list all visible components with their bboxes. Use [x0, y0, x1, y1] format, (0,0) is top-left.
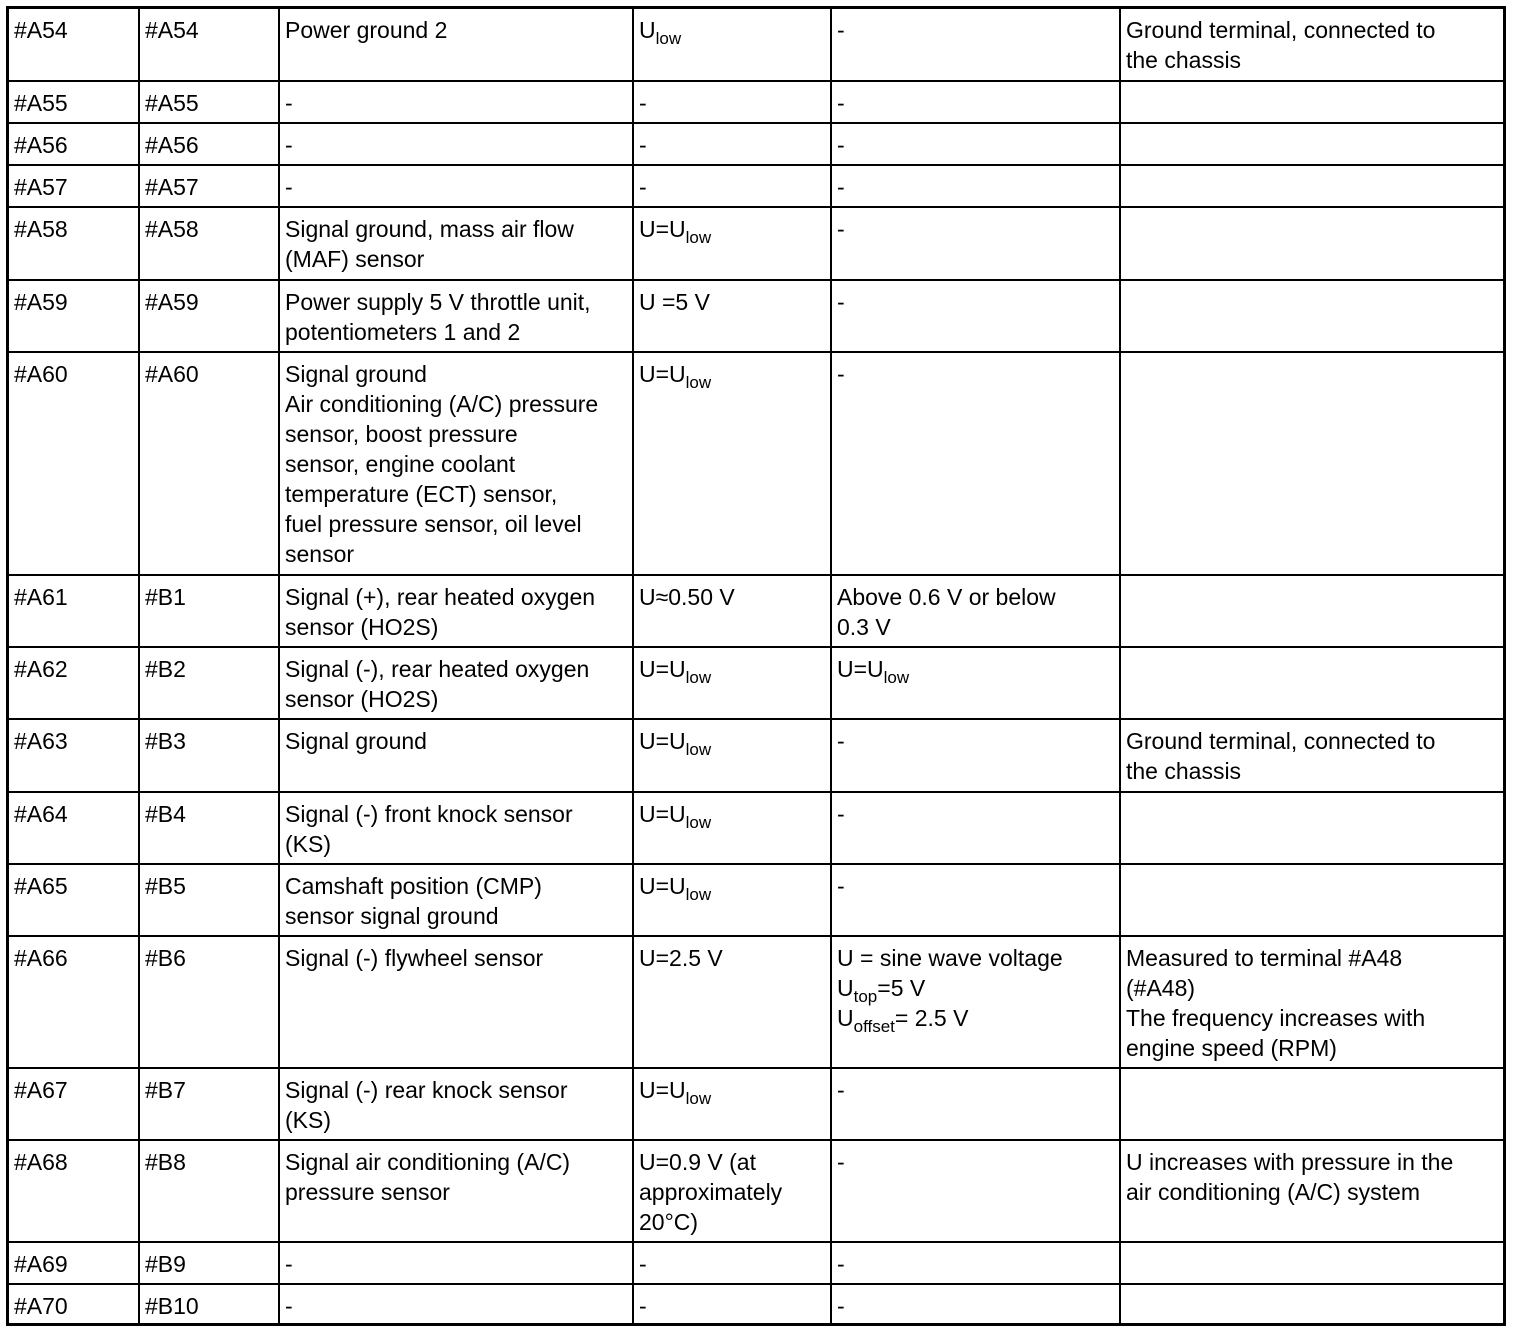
- measured-value-cell: [831, 792, 1120, 864]
- nominal-value-cell-line: [639, 871, 825, 904]
- measured-value-cell-line: [837, 214, 1114, 244]
- description-line: Signal (-) rear knock sensor: [285, 1077, 568, 1103]
- note-cell: [1120, 81, 1503, 123]
- value-text: U =5 V: [639, 289, 710, 315]
- value-text: U: [837, 1005, 854, 1031]
- nominal-value-cell-line: [639, 1147, 825, 1177]
- ecm-pin-cell: #B2: [139, 647, 279, 719]
- description-line: potentiometers 1 and 2: [285, 319, 521, 345]
- table-row: [9, 9, 1503, 81]
- measured-value-cell: [831, 1140, 1120, 1242]
- pin-table: [9, 9, 1503, 1326]
- note-cell: [1120, 207, 1503, 280]
- nominal-value-cell: [633, 1284, 831, 1326]
- measured-value-cell-line: [837, 612, 1114, 642]
- value-text: -: [837, 17, 845, 43]
- value-subscript: low: [883, 668, 910, 687]
- ecm-pin-cell: #A55: [139, 81, 279, 123]
- value-text: U = sine wave voltage: [837, 945, 1063, 971]
- note-cell: [1120, 719, 1503, 792]
- table-row: [9, 123, 1503, 165]
- ecm-pin-cell: #B5: [139, 864, 279, 936]
- table-row: [9, 1068, 1503, 1140]
- nominal-value-cell: [633, 123, 831, 165]
- description-cell: [279, 1284, 633, 1326]
- description-line: sensor, engine coolant: [285, 451, 516, 477]
- description-cell: [279, 165, 633, 207]
- nominal-value-cell: [633, 1140, 831, 1242]
- value-text: approximately: [639, 1179, 783, 1205]
- table-row: [9, 352, 1503, 575]
- nominal-value-cell: [633, 280, 831, 352]
- description-line: sensor (HO2S): [285, 686, 439, 712]
- measured-value-cell-line: [837, 172, 1114, 202]
- table-row: [9, 719, 1503, 792]
- ecm-pin-cell: #B1: [139, 575, 279, 647]
- description-line: -: [285, 132, 293, 158]
- measured-value-cell-line: [837, 15, 1114, 45]
- description-line: sensor: [285, 541, 355, 567]
- nominal-value-cell-line: [639, 1075, 825, 1108]
- description-cell: [279, 352, 633, 575]
- description-line: (MAF) sensor: [285, 246, 425, 272]
- description-cell: [279, 81, 633, 123]
- value-text: -: [837, 873, 845, 899]
- table-row: [9, 575, 1503, 647]
- nominal-value-cell-line: [639, 214, 825, 247]
- description-cell: [279, 936, 633, 1068]
- ecm-pin-cell: #B7: [139, 1068, 279, 1140]
- value-text: U=0.9 V (at: [639, 1149, 756, 1175]
- description-line: Signal ground: [285, 361, 427, 387]
- value-subscript: low: [685, 813, 712, 832]
- note-cell: [1120, 864, 1503, 936]
- measured-value-cell: [831, 719, 1120, 792]
- value-text: 0.3 V: [837, 614, 891, 640]
- description-line: Signal (+), rear heated oxygen: [285, 584, 596, 610]
- note-cell: [1120, 647, 1503, 719]
- nominal-value-cell-line: [639, 582, 825, 612]
- ecm-pin-cell: #B8: [139, 1140, 279, 1242]
- pin-number-cell: #A66: [9, 936, 139, 1068]
- note-line: Ground terminal, connected to: [1126, 17, 1436, 43]
- nominal-value-cell-line: [639, 1249, 825, 1279]
- description-cell: [279, 719, 633, 792]
- description-line: -: [285, 1251, 293, 1277]
- pin-number-cell: #A58: [9, 207, 139, 280]
- note-cell: [1120, 1068, 1503, 1140]
- note-cell: [1120, 792, 1503, 864]
- measured-value-cell: [831, 575, 1120, 647]
- description-cell: [279, 647, 633, 719]
- description-cell: [279, 864, 633, 936]
- nominal-value-cell: [633, 936, 831, 1068]
- measured-value-cell: [831, 81, 1120, 123]
- note-cell: [1120, 280, 1503, 352]
- measured-value-cell-line: [837, 1003, 1114, 1036]
- measured-value-cell: [831, 1068, 1120, 1140]
- measured-value-cell-line: [837, 582, 1114, 612]
- value-text: U=U: [639, 801, 686, 827]
- pin-table-page: [6, 6, 1506, 1326]
- ecm-pin-cell: #B9: [139, 1242, 279, 1284]
- description-cell: [279, 9, 633, 81]
- value-text: -: [837, 1293, 845, 1319]
- measured-value-cell-line: [837, 1249, 1114, 1279]
- description-line: -: [285, 90, 293, 116]
- description-cell: [279, 792, 633, 864]
- value-text: -: [639, 1293, 647, 1319]
- description-cell: [279, 575, 633, 647]
- nominal-value-cell: [633, 647, 831, 719]
- measured-value-cell: [831, 647, 1120, 719]
- table-row: [9, 792, 1503, 864]
- nominal-value-cell-line: [639, 943, 825, 973]
- description-cell: [279, 1068, 633, 1140]
- table-row: [9, 1242, 1503, 1284]
- nominal-value-cell-line: [639, 287, 825, 317]
- description-line: Signal (-) front knock sensor: [285, 801, 573, 827]
- nominal-value-cell: [633, 352, 831, 575]
- note-cell: [1120, 936, 1503, 1068]
- value-suffix: =5 V: [877, 975, 926, 1001]
- value-text: -: [837, 174, 845, 200]
- measured-value-cell-line: [837, 1291, 1114, 1321]
- measured-value-cell-line: [837, 871, 1114, 901]
- description-line: sensor (HO2S): [285, 614, 439, 640]
- value-text: U≈0.50 V: [639, 584, 735, 610]
- nominal-value-cell-line: [639, 172, 825, 202]
- table-row: [9, 165, 1503, 207]
- table-row: [9, 864, 1503, 936]
- value-text: U=U: [837, 656, 884, 682]
- note-line: the chassis: [1126, 758, 1242, 784]
- ecm-pin-cell: #A56: [139, 123, 279, 165]
- nominal-value-cell-line: [639, 799, 825, 832]
- value-text: U=U: [639, 873, 686, 899]
- value-subscript: low: [655, 29, 682, 48]
- measured-value-cell: [831, 280, 1120, 352]
- note-cell: [1120, 575, 1503, 647]
- ecm-pin-cell: #A57: [139, 165, 279, 207]
- table-row: [9, 936, 1503, 1068]
- pin-number-cell: #A63: [9, 719, 139, 792]
- description-line: Signal (-) flywheel sensor: [285, 945, 544, 971]
- nominal-value-cell: [633, 165, 831, 207]
- measured-value-cell-line: [837, 973, 1114, 1006]
- table-row: [9, 207, 1503, 280]
- description-cell: [279, 1140, 633, 1242]
- nominal-value-cell-line: [639, 1207, 825, 1237]
- value-subscript: offset: [853, 1017, 895, 1036]
- pin-number-cell: #A61: [9, 575, 139, 647]
- description-line: sensor, boost pressure: [285, 421, 518, 447]
- pin-number-cell: #A65: [9, 864, 139, 936]
- measured-value-cell: [831, 123, 1120, 165]
- table-row: [9, 647, 1503, 719]
- description-cell: [279, 207, 633, 280]
- description-line: sensor signal ground: [285, 903, 499, 929]
- pin-number-cell: #A56: [9, 123, 139, 165]
- value-subscript: low: [685, 1089, 712, 1108]
- description-cell: [279, 280, 633, 352]
- description-line: (KS): [285, 1107, 331, 1133]
- nominal-value-cell-line: [639, 654, 825, 687]
- value-text: U: [837, 975, 854, 1001]
- value-text: -: [837, 1077, 845, 1103]
- value-text: -: [837, 132, 845, 158]
- pin-number-cell: #A70: [9, 1284, 139, 1326]
- pin-table-body: [9, 9, 1503, 1326]
- measured-value-cell-line: [837, 359, 1114, 389]
- note-line: engine speed (RPM): [1126, 1035, 1337, 1061]
- nominal-value-cell-line: [639, 15, 825, 48]
- measured-value-cell-line: [837, 1147, 1114, 1177]
- measured-value-cell-line: [837, 88, 1114, 118]
- description-cell: [279, 123, 633, 165]
- nominal-value-cell-line: [639, 726, 825, 759]
- value-subscript: low: [685, 885, 712, 904]
- nominal-value-cell: [633, 81, 831, 123]
- note-line: Measured to terminal #A48: [1126, 945, 1403, 971]
- value-suffix: = 2.5 V: [894, 1005, 969, 1031]
- value-text: U=U: [639, 656, 686, 682]
- pin-number-cell: #A55: [9, 81, 139, 123]
- value-text: -: [639, 90, 647, 116]
- nominal-value-cell-line: [639, 88, 825, 118]
- value-subscript: top: [853, 987, 878, 1006]
- note-line: The frequency increases with: [1126, 1005, 1426, 1031]
- value-text: U: [639, 17, 656, 43]
- measured-value-cell-line: [837, 943, 1114, 973]
- description-line: fuel pressure sensor, oil level: [285, 511, 582, 537]
- value-text: -: [639, 132, 647, 158]
- measured-value-cell-line: [837, 130, 1114, 160]
- note-cell: [1120, 123, 1503, 165]
- note-cell: [1120, 1284, 1503, 1326]
- description-line: Signal ground, mass air flow: [285, 216, 574, 242]
- ecm-pin-cell: #A54: [139, 9, 279, 81]
- description-line: Power ground 2: [285, 17, 448, 43]
- value-text: U=U: [639, 1077, 686, 1103]
- pin-number-cell: #A68: [9, 1140, 139, 1242]
- nominal-value-cell: [633, 1242, 831, 1284]
- note-cell: [1120, 1140, 1503, 1242]
- table-row: [9, 81, 1503, 123]
- pin-number-cell: #A57: [9, 165, 139, 207]
- ecm-pin-cell: #A58: [139, 207, 279, 280]
- measured-value-cell: [831, 936, 1120, 1068]
- measured-value-cell-line: [837, 1075, 1114, 1105]
- value-subscript: low: [685, 740, 712, 759]
- ecm-pin-cell: #B4: [139, 792, 279, 864]
- nominal-value-cell: [633, 792, 831, 864]
- nominal-value-cell-line: [639, 1177, 825, 1207]
- value-text: U=U: [639, 361, 686, 387]
- description-line: Camshaft position (CMP): [285, 873, 542, 899]
- value-text: -: [837, 361, 845, 387]
- value-text: -: [837, 216, 845, 242]
- measured-value-cell: [831, 165, 1120, 207]
- value-text: 20°C): [639, 1209, 699, 1235]
- description-cell: [279, 1242, 633, 1284]
- note-cell: [1120, 352, 1503, 575]
- ecm-pin-cell: #B6: [139, 936, 279, 1068]
- description-line: Power supply 5 V throttle unit,: [285, 289, 591, 315]
- pin-number-cell: #A67: [9, 1068, 139, 1140]
- ecm-pin-cell: #A60: [139, 352, 279, 575]
- nominal-value-cell: [633, 207, 831, 280]
- value-text: U=U: [639, 216, 686, 242]
- description-line: Signal (-), rear heated oxygen: [285, 656, 590, 682]
- description-line: -: [285, 174, 293, 200]
- measured-value-cell: [831, 1242, 1120, 1284]
- table-row: [9, 1284, 1503, 1326]
- nominal-value-cell: [633, 9, 831, 81]
- note-line: the chassis: [1126, 47, 1242, 73]
- note-line: air conditioning (A/C) system: [1126, 1179, 1420, 1205]
- measured-value-cell-line: [837, 287, 1114, 317]
- nominal-value-cell: [633, 719, 831, 792]
- description-line: Signal air conditioning (A/C): [285, 1149, 571, 1175]
- nominal-value-cell: [633, 1068, 831, 1140]
- note-cell: [1120, 9, 1503, 81]
- value-text: -: [837, 1149, 845, 1175]
- note-line: (#A48): [1126, 975, 1196, 1001]
- pin-number-cell: #A59: [9, 280, 139, 352]
- nominal-value-cell-line: [639, 1291, 825, 1321]
- ecm-pin-cell: #A59: [139, 280, 279, 352]
- ecm-pin-cell: #B10: [139, 1284, 279, 1326]
- measured-value-cell: [831, 352, 1120, 575]
- value-text: -: [837, 728, 845, 754]
- pin-number-cell: #A64: [9, 792, 139, 864]
- measured-value-cell-line: [837, 726, 1114, 756]
- nominal-value-cell-line: [639, 359, 825, 392]
- value-text: -: [837, 1251, 845, 1277]
- measured-value-cell: [831, 1284, 1120, 1326]
- description-line: -: [285, 1293, 293, 1319]
- nominal-value-cell: [633, 864, 831, 936]
- nominal-value-cell-line: [639, 130, 825, 160]
- table-row: [9, 1140, 1503, 1242]
- value-subscript: low: [685, 373, 712, 392]
- note-line: Ground terminal, connected to: [1126, 728, 1436, 754]
- description-line: pressure sensor: [285, 1179, 450, 1205]
- ecm-pin-cell: #B3: [139, 719, 279, 792]
- measured-value-cell: [831, 9, 1120, 81]
- description-line: Air conditioning (A/C) pressure: [285, 391, 599, 417]
- measured-value-cell: [831, 864, 1120, 936]
- note-cell: [1120, 165, 1503, 207]
- value-subscript: low: [685, 668, 712, 687]
- note-cell: [1120, 1242, 1503, 1284]
- value-text: U=2.5 V: [639, 945, 723, 971]
- value-text: -: [837, 90, 845, 116]
- description-line: (KS): [285, 831, 331, 857]
- pin-number-cell: #A60: [9, 352, 139, 575]
- measured-value-cell: [831, 207, 1120, 280]
- value-text: -: [639, 174, 647, 200]
- note-line: U increases with pressure in the: [1126, 1149, 1454, 1175]
- measured-value-cell-line: [837, 654, 1114, 687]
- value-text: Above 0.6 V or below: [837, 584, 1056, 610]
- value-text: -: [837, 289, 845, 315]
- value-text: -: [639, 1251, 647, 1277]
- description-line: Signal ground: [285, 728, 427, 754]
- pin-number-cell: #A54: [9, 9, 139, 81]
- description-line: temperature (ECT) sensor,: [285, 481, 558, 507]
- table-row: [9, 280, 1503, 352]
- value-text: U=U: [639, 728, 686, 754]
- measured-value-cell-line: [837, 799, 1114, 829]
- pin-number-cell: #A62: [9, 647, 139, 719]
- value-subscript: low: [685, 228, 712, 247]
- value-text: -: [837, 801, 845, 827]
- pin-number-cell: #A69: [9, 1242, 139, 1284]
- nominal-value-cell: [633, 575, 831, 647]
